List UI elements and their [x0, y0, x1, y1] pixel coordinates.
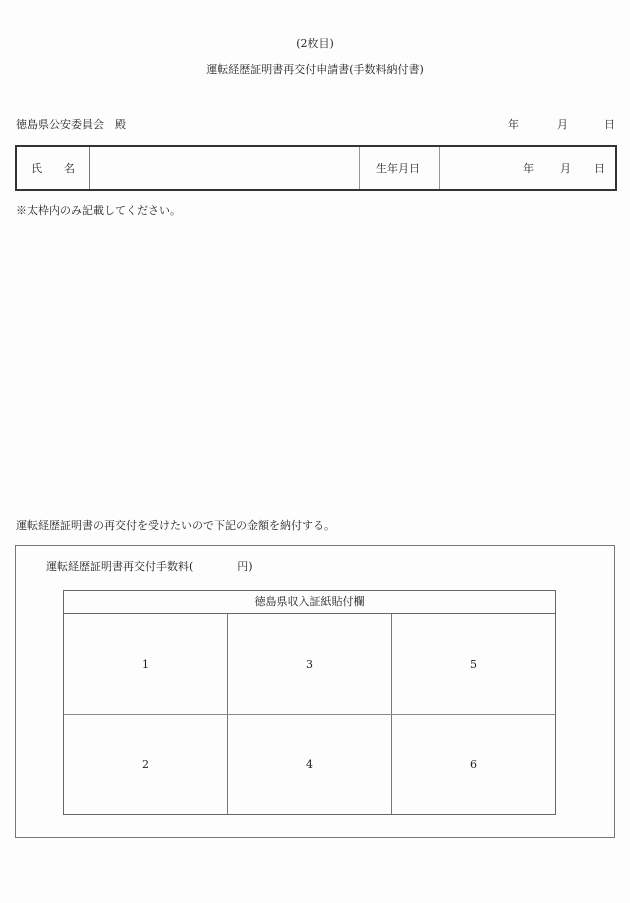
instruction-note: ※太枠内のみ記載してください。	[16, 204, 181, 217]
applicant-info-table	[15, 145, 617, 191]
date-month-label: 月	[557, 118, 568, 131]
name-label: 氏 名	[31, 162, 75, 175]
document-title: 運転経歴証明書再交付申請書(手数料納付書)	[206, 63, 424, 76]
date-day-label: 日	[604, 118, 615, 131]
fee-line	[46, 558, 253, 574]
addressee: 徳島県公安委員会 殿	[16, 118, 126, 131]
stamp-table-header: 徳島県収入証紙貼付欄	[64, 591, 555, 614]
stamp-cell-1[interactable]: 1	[142, 657, 149, 671]
stamp-cell-3[interactable]: 3	[306, 657, 313, 671]
stamp-cell-6[interactable]: 6	[470, 758, 477, 771]
date-year-label: 年	[508, 118, 519, 131]
birth-year-label: 年	[523, 162, 534, 175]
birth-day-label: 日	[594, 162, 605, 175]
fee-label-suffix: 円)	[237, 560, 253, 573]
birth-month-label: 月	[560, 162, 571, 175]
stamp-cell-2[interactable]: 2	[142, 758, 149, 771]
divider	[439, 147, 440, 189]
revenue-stamp-table	[63, 590, 556, 815]
name-field[interactable]	[91, 147, 359, 189]
divider	[359, 147, 360, 189]
fee-label-prefix: 運転経歴証明書再交付手数料(	[46, 560, 194, 573]
payment-statement: 運転経歴証明書の再交付を受けたいので下記の金額を納付する。	[16, 519, 335, 532]
stamp-cell-5[interactable]: 5	[470, 657, 477, 671]
sheet-number: (2枚目)	[296, 37, 334, 50]
divider	[89, 147, 90, 189]
stamp-cell-4[interactable]: 4	[306, 758, 313, 771]
birthdate-label: 生年月日	[376, 162, 420, 175]
